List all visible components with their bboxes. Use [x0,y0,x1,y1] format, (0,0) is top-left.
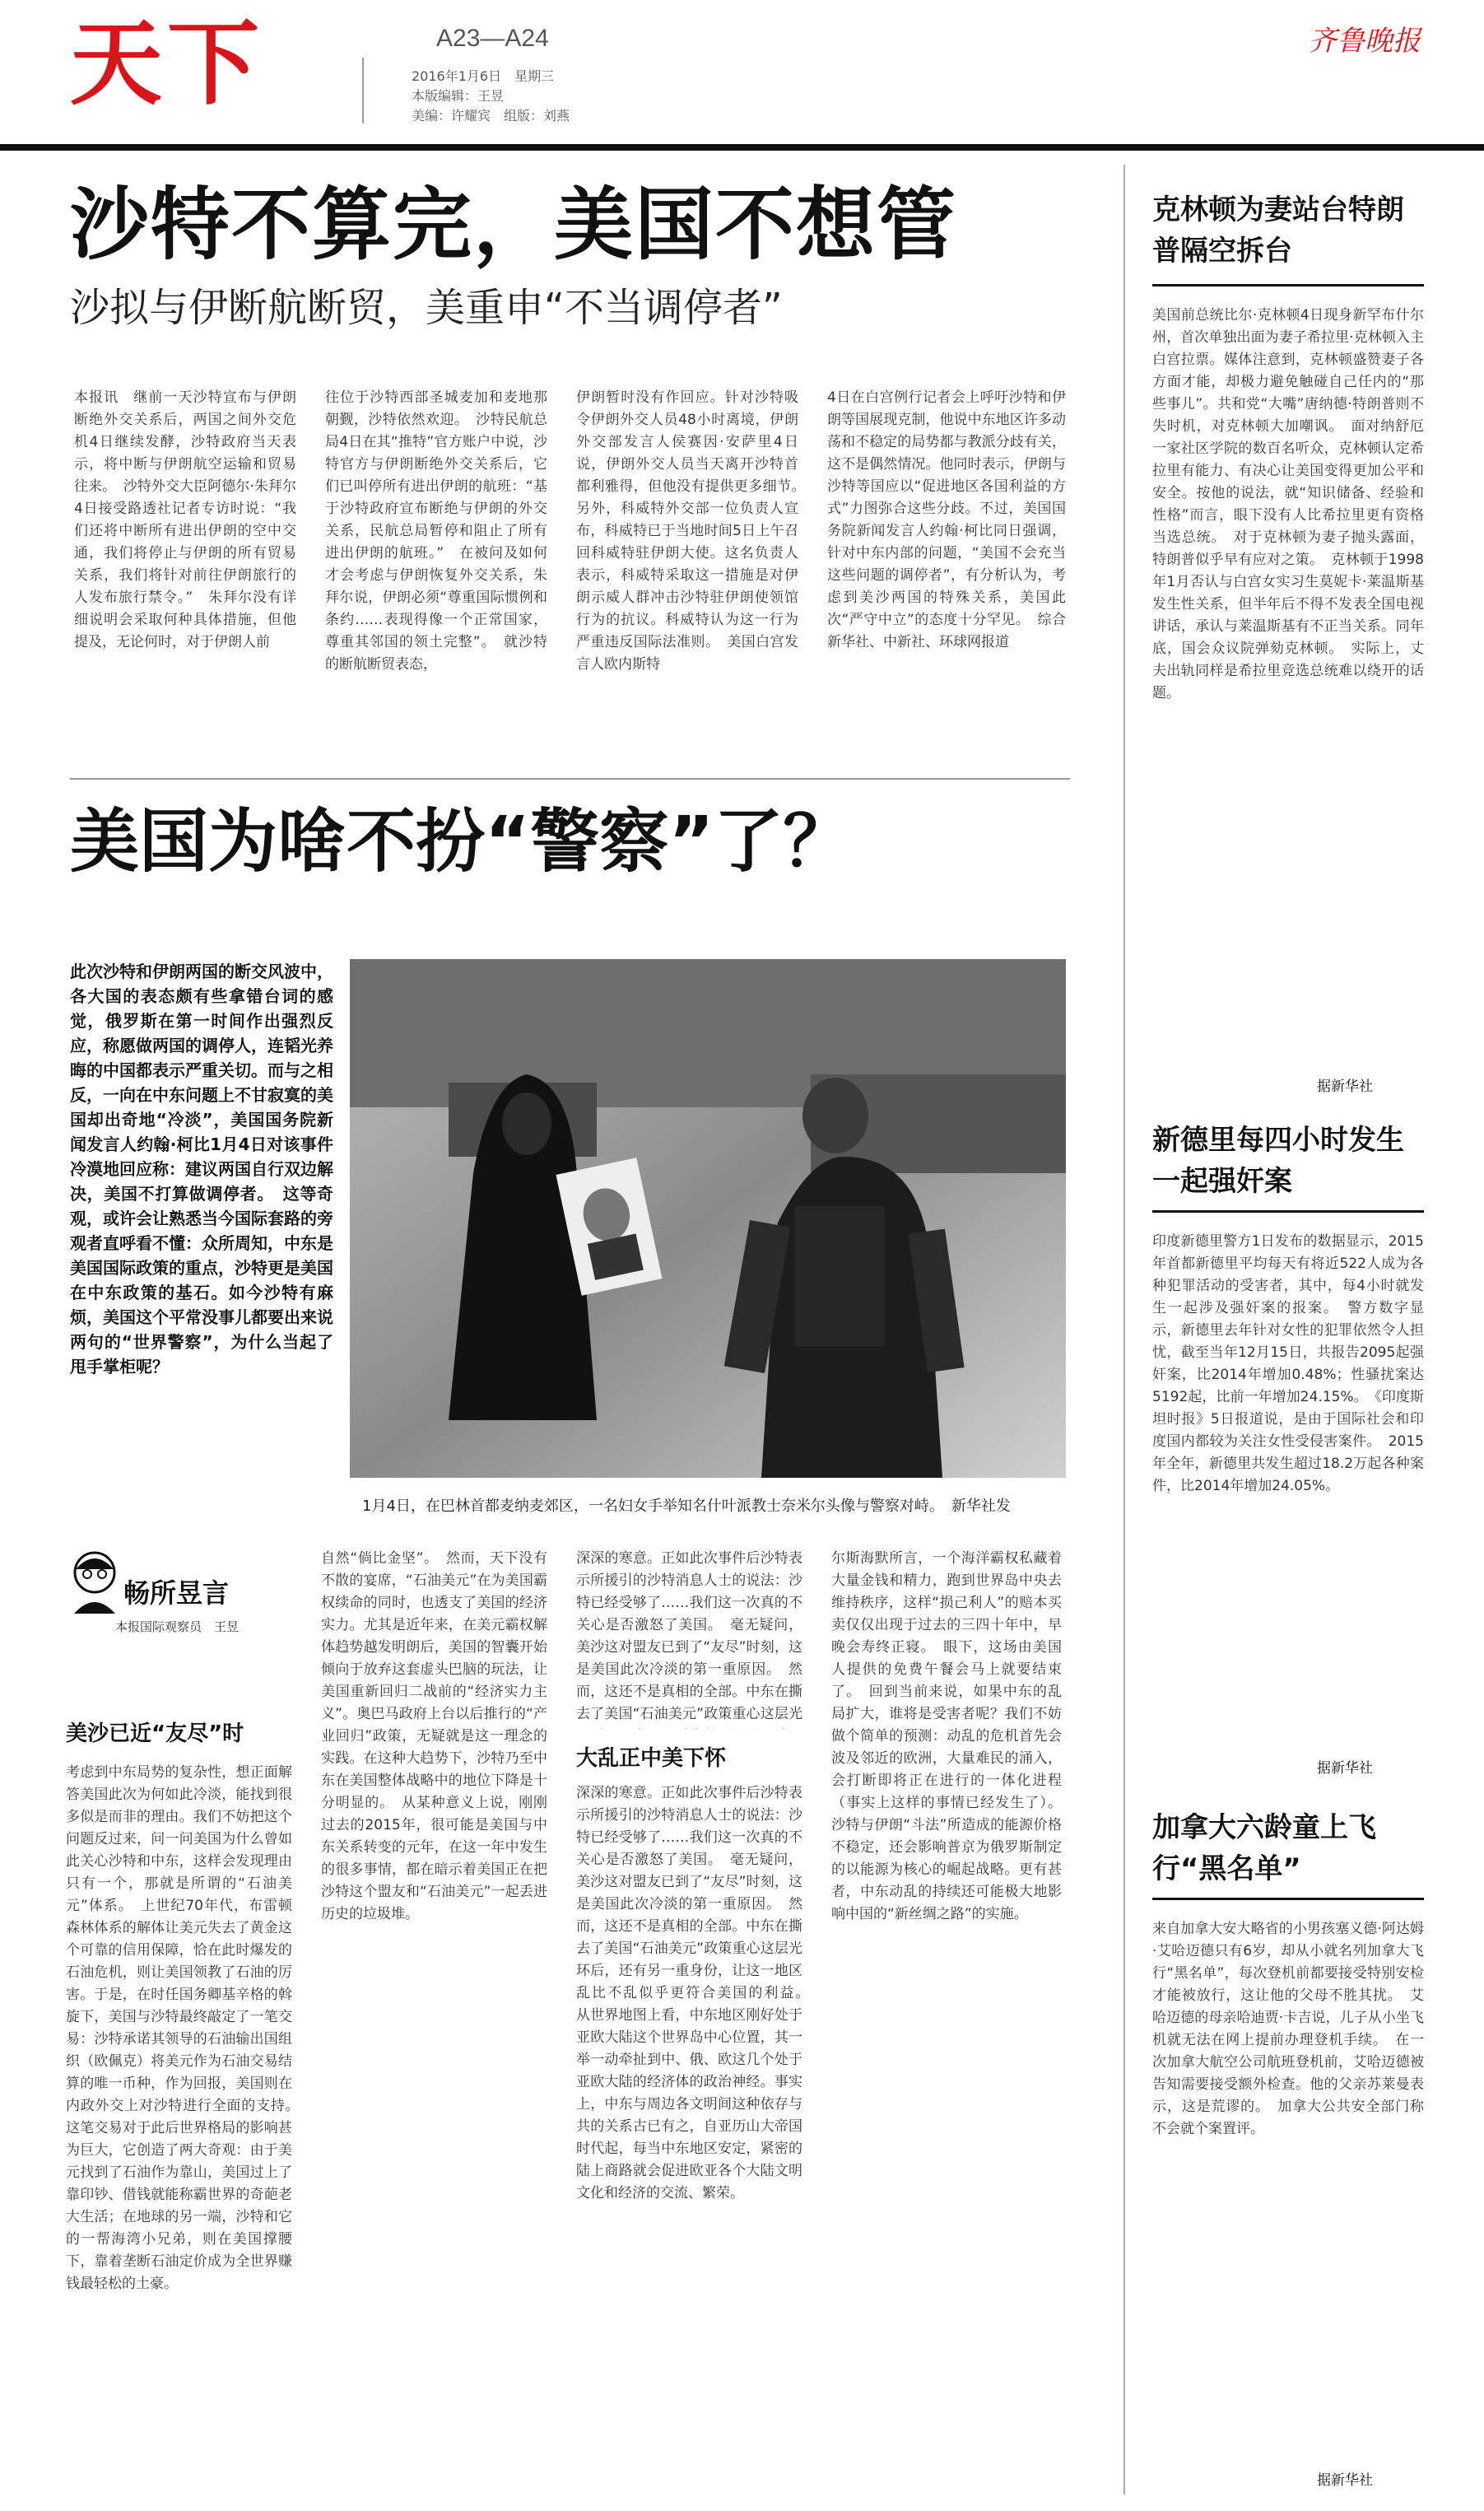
article2-body-4: 尔斯海默所言，一个海洋霸权私藏着大量金钱和精力，跑到世界岛中央去维持秩序，这样“损己利人”的赔本买卖仅仅出现于过去的三四十年中，早晚会寿终正寝。 眼下，这场由美国人提供的免费午餐会马上就要结束了。 回到当前来说，如果中东的乱局扩大，谁将是受害者呢？我们不妨做个简单的预测：动乱的危机首先会波及邻近的欧洲，大量难民的涌入，会打断即将正在进行的一体化进程（事实上这样的事情已经发生了）。沙特与伊朗“斗法”所造成的能源价格不稳定，还会影响普京为俄罗斯制定的以能源为核心的崛起战略。更有甚者，中东动乱的持续还可能极大地影响中国的“新丝绸之路”的实施。 [831,1550,1062,1922]
article2-body-3b: 深深的寒意。正如此次事件后沙特表示所援引的沙特消息人士的说法：沙特已经受够了……我们这一次真的不关心是否激怒了美国。 毫无疑问，美沙这对盟友已到了“友尽”时刻，这是美国此次冷淡的第一重原因。 然而，这还不是真相的全部。中东在撕去了美国“石油美元”政策重心这层光环后，还有另一重身份，让这一地区乱比不乱似乎更符合美国的利益。 从世界地图上看，中东地区刚好处于亚欧大陆这个世界岛中心位置，其一举一动牵扯到中、俄、欧这几个处于亚欧大陆的经济体的政治神经。事实上，中东与周边各文明间这种依存与共的关系古已有之，自亚历山大帝国时代起，每当中东地区安定，紧密的陆上商路就会促进欧亚各个大陆文明文化和经济的交流、繁荣。 [576,1785,802,2201]
article1-column-3: 伊朗暂时没有作回应。针对沙特吸令伊朗外交人员48小时离境，伊朗外交部发言人侯赛因·安萨里4日说，伊朗外交人员当天离开沙特首都利雅得，但他没有提供更多细节。 另外，科威特外交部一位负责人宣布，科威特已于当地时间5日上午召回科威特驻伊朗大使。这名负责人表示，科威特采取这一措施是对伊朗示威人群冲击沙特驻伊朗使领馆行为的抗议。科威特认为这一行为严重违反国际法准则。 美国白宫发言人欧内斯特 [576,389,798,673]
news-photo-image [350,959,1066,1478]
masthead-rule [0,144,1484,151]
photo-caption: 1月4日，在巴林首都麦纳麦郊区，一名妇女手举知名什叶派教士奈米尔头像与警察对峙。 新华社发 [362,1498,1011,1515]
article1-column-4: 4日在白宫例行记者会上呼吁沙特和伊朗等国展现克制，他说中东地区许多动荡和不稳定的局势都与教派分歧有关，这不是偶然情况。他同时表示，伊朗与沙特等国应以“促进地区各国利益的方式”力图弥合这些分歧。不过，美国国务院新闻发言人约翰·柯比同日强调，针对中东内部的问题，“美国不会充当这些问题的调停者”，有分析认为，考虑到美沙两国的特殊关系，美国此次“严守中立”的态度十分罕见。 综合新华社、中新社、环球网报道 [827,389,1066,650]
article1-column-1: 本报讯 继前一天沙特宣布与伊朗断绝外交关系后，两国之间外交危机4日继续发酵，沙特政府当天表示，将中断与伊朗航空运输和贸易往来。 沙特外交大臣阿德尔·朱拜尔4日接受路透社记者专访时说：“我们还将中断所有进出伊朗的空中交通，我们将停止与伊朗的所有贸易关系，我们将针对前往伊朗旅行的人发布旅行禁令。” 朱拜尔没有详细说明会采取何种具体措施，但他提及，无论何时，对于伊朗人前 [74,389,296,650]
sidebar-story3-body: 来自加拿大安大略省的小男孩塞义德·阿达姆·艾哈迈德只有6岁，却从小就名列加拿大飞行“黑名单”，每次登机前都要接受特别安检才能被放行，这让他的父母不胜其扰。 艾哈迈德的母亲哈迪贾·卡吉说，儿子从小坐飞机就无法在网上提前办理登机手续。 在一次加拿大航空公司航班登机前，艾哈迈德被告知需要接受额外检查。他的父亲苏莱曼表示，这是荒谬的。 加拿大公共安全部门称不会就个案置评。 [1152,1921,1424,2137]
sidebar-story3-title: 加拿大六龄童上飞行“黑名单” [1152,1811,1376,1885]
sidebar-story1-body: 美国前总统比尔·克林顿4日现身新罕布什尔州，首次单独出面为妻子希拉里·克林顿入主白宫拉票。媒体注意到，克林顿盛赞妻子各方面才能，却极力避免触碰自己任内的“那些事儿”。共和党“大嘴”唐纳德·特朗普则不失时机，对克林顿大加嘲讽。 面对纳舒厄一家社区学院的数百名听众，克林顿认定希拉里有能力、有决心让美国变得更加公平和安全。按他的说法，就“知识储备、经验和性格”而言，眼下没有人比希拉里更有资格当选总统。 对于克林顿为妻子抛头露面，特朗普似乎早有应对之策。 克林顿于1998年1月否认与白宫女实习生莫妮卡·莱温斯基发生性关系，但半年后不得不发表全国电视讲话，承认与莱温斯基有不正当关系。同年底，国会众议院弹劾克林顿。 实际上，丈夫出轨同样是希拉里竞选总统难以绕开的话题。 [1152,307,1424,701]
page-range: A23—A24 [436,25,549,52]
section-heading-2: 大乱正中美下怀 [576,1746,727,1771]
sidebar-rule-3 [1152,1898,1424,1900]
article1-column-2: 往位于沙特西部圣城麦加和麦地那朝觐，沙特依然欢迎。 沙特民航总局4日在其“推特”官方账户中说，沙特官方与伊朗断绝外交关系后，它们已叫停所有进出伊朗的航班：“基于沙特政府宣布断绝与伊朗的外交关系，民航总局暂停和阻止了所有进出伊朗的航班。” 在被问及如何才会考虑与伊朗恢复外交关系，朱拜尔说，伊朗必须“尊重国际惯例和条约……表现得像一个正常国家，尊重其邻国的领土完整”。 就沙特的断航断贸表态， [325,389,547,673]
sidebar-story2-body: 印度新德里警方1日发布的数据显示，2015年首都新德里平均每天有将近522人成为各种犯罪活动的受害者，其中，每4小时就发生一起涉及强奸案的报案。 警方数字显示，新德里去年针对女性的犯罪依然令人担忧，截至当年12月15日，共报告2095起强奸案，比2014年增加0.48%；性骚扰案达5192起，比前一年增加24.15%。 《印度斯坦时报》5日报道说，是由于国际社会和印度国内都较为关注女性受侵害案件。 2015年全年，新德里共发生超过18.2万起各种案件，比2014年增加24.05%。 [1152,1233,1424,1494]
issue-date: 2016年1月6日 星期三 [412,68,555,84]
sidebar-rule-1 [1152,284,1424,287]
article1-subheadline: 沙拟与伊断航断贸，美重申“不当调停者” [70,285,783,331]
sidebar-story1-title: 克林顿为妻站台特朗普隔空拆台 [1152,193,1404,268]
article-divider [70,778,1070,780]
newspaper-logo: 齐鲁晚报 [1309,25,1421,58]
masthead-divider [362,58,364,123]
sidebar-rule-2 [1152,1210,1424,1213]
article2-body-2: 自然“倘比金坚”。 然而，天下没有不散的宴席，“石油美元”在为美国霸权续命的同时，也透支了美国的经济实力。尤其是近年来，在美元霸权解体趋势越发明朗后，美国的智囊开始倾向于放弃这套虚头巴脑的玩法，让美国重新回归二战前的“经济实力主义”。奥巴马政府上台以后推行的“产业回归”政策，无疑就是这一理念的实践。在这种大趋势下，沙特乃至中东在美国整体战略中的地位下降是十分明显的。 从某种意义上说，刚刚过去的2015年，很可能是美国与中东关系转变的元年，在这一年中发生的很多事情，都在暗示着美国正在把沙特这个盟友和“石油美元”一起丢进历史的垃圾堆。 [321,1550,547,1922]
masthead-title: 天下 [70,11,264,118]
column-badge [66,1548,305,1638]
sidebar-story2-title: 新德里每四小时发生一起强奸案 [1152,1124,1404,1198]
section-heading-1: 美沙已近“友尽”时 [66,1721,244,1746]
article2-headline: 美国为啥不扮“警察”了？ [70,801,853,882]
column-name: 畅所昱言 [123,1577,230,1609]
article1-headline: 沙特不算完，美国不想管 [70,179,957,271]
column-author: 本报国际观察员 王昱 [115,1619,240,1634]
editor-credit: 本版编辑：王昱 [412,88,505,104]
sidebar-story3-source: 据新华社 [1317,2472,1373,2489]
design-credit: 美编：许耀宾 组版：刘燕 [412,108,570,123]
article2-body-3a: 深深的寒意。正如此次事件后沙特表示所援引的沙特消息人士的说法：沙特已经受够了……我们这一次真的不关心是否激怒了美国。 毫无疑问，美沙这对盟友已到了“友尽”时刻，这是美国此次冷淡的第一重原因。 然而，这还不是真相的全部。中东在撕去了美国“石油美元”政策重心这层光 [576,1550,802,1722]
author-avatar-icon [66,1548,123,1614]
article2-lead: 此次沙特和伊朗两国的断交风波中，各大国的表态颇有些拿错台词的感觉，俄罗斯在第一时间作出强烈反应，称愿做两国的调停人，连韬光养晦的中国都表示严重关切。而与之相反，一向在中东问题上不甘寂寞的美国却出奇地“冷淡”，美国国务院新闻发言人约翰·柯比1月4日对该事件冷漠地回应称：建议两国自行双边解决，美国不打算做调停者。 这等奇观，或许会让熟悉当今国际套路的旁观者直呼看不懂：众所周知，中东是美国国际政策的重点，沙特更是美国在中东政策的基石。如今沙特有麻烦，美国这个平常没事儿都要出来说两句的“世界警察”，为什么当起了甩手掌柜呢？ [70,962,333,1377]
article2-body-1: 考虑到中东局势的复杂性，想正面解答美国此次为何如此冷淡，能找到很多似是而非的理由。我们不妨把这个问题反过来，问一问美国为什么曾如此关心沙特和中东，这样会发现理由只有一个，那就是所谓的“石油美元”体系。 上世纪70年代，布雷顿森林体系的解体让美元失去了黄金这个可靠的信用保障，恰在此时爆发的石油危机，则让美国领教了石油的厉害。于是，在时任国务卿基辛格的斡旋下，美国与沙特最终敲定了一笔交易：沙特承诺其领导的石油输出国组织（欧佩克）将美元作为石油交易结算的唯一币种，作为回报，美国则在内政外交上对沙特进行全面的支持。 这笔交易对于此后世界格局的影响甚为巨大，它创造了两大奇观：由于美元找到了石油作为靠山，美国过上了靠印钞、借钱就能称霸世界的奇葩老大生活；在地球的另一端，沙特和它的一帮海湾小兄弟，则在美国撑腰下，靠着垄断石油定价成为全世界赚钱最轻松的土豪。 [66,1764,292,2292]
sidebar-story1-source: 据新华社 [1317,1078,1373,1095]
sidebar-story2-source: 据新华社 [1317,1760,1373,1777]
news-photo [350,959,1066,1478]
sidebar-divider [1123,165,1125,2495]
